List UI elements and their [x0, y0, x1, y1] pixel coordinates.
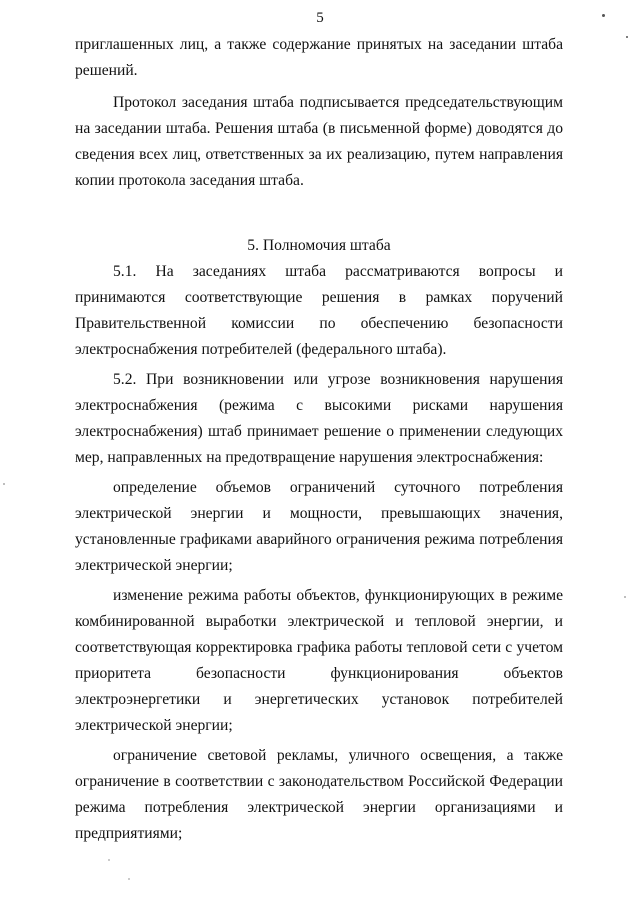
scan-speck: [3, 483, 5, 485]
paragraph-protocol: Протокол заседания штаба подписывается председательствующим на заседании штаба. Решения штаба (в письменной форме) доводятся до сведения всех лиц, ответственных за их реализацию, путем направления копии протокола заседания штаба.: [75, 94, 563, 189]
measure-item-combined-generation: изменение режима работы объектов, функционирующих в режиме комбинированной выработки электрической и тепловой энергии, и соответствующая корректировка графика работы тепловой сети с учетом приоритета безопасности функционирования объектов электроэнергетики и энергетических установок потребителей электрической энергии;: [75, 587, 563, 734]
paragraph-5-2: 5.2. При возникновении или угрозе возникновения нарушения электроснабжения (режима с высокими рисками нарушения электроснабжения) штаб принимает решение о применении следующих мер, направленных на предотвращение нарушения электроснабжения:: [75, 371, 563, 466]
document-body: [75, 32, 563, 847]
scan-speck: [602, 14, 605, 17]
section-heading: 5. Полномочия штаба: [247, 237, 391, 254]
measure-item-lighting-restriction: ограничение световой рекламы, уличного освещения, а также ограничение в соответствии с законодательством Российской Федерации режима потребления электрической энергии организациями и предприятиями;: [75, 747, 563, 842]
paragraph-continuation: приглашенных лиц, а также содержание принятых на заседании штаба решений.: [75, 36, 563, 79]
measure-item-consumption-limits: определение объемов ограничений суточного потребления электрической энергии и мощности, превышающих значения, установленные графиками аварийного ограничения режима потребления электрической энергии;: [75, 479, 563, 574]
page-number: 5: [316, 10, 324, 26]
scan-speck: [128, 878, 130, 880]
scan-speck: [626, 36, 628, 38]
scan-speck: [108, 859, 110, 861]
scan-speck: [624, 596, 626, 598]
paragraph-5-1: 5.1. На заседаниях штаба рассматриваются вопросы и принимаются соответствующие решения в рамках поручений Правительственной комиссии по обеспечению безопасности электроснабжения потребителей (федерального штаба).: [75, 263, 563, 358]
